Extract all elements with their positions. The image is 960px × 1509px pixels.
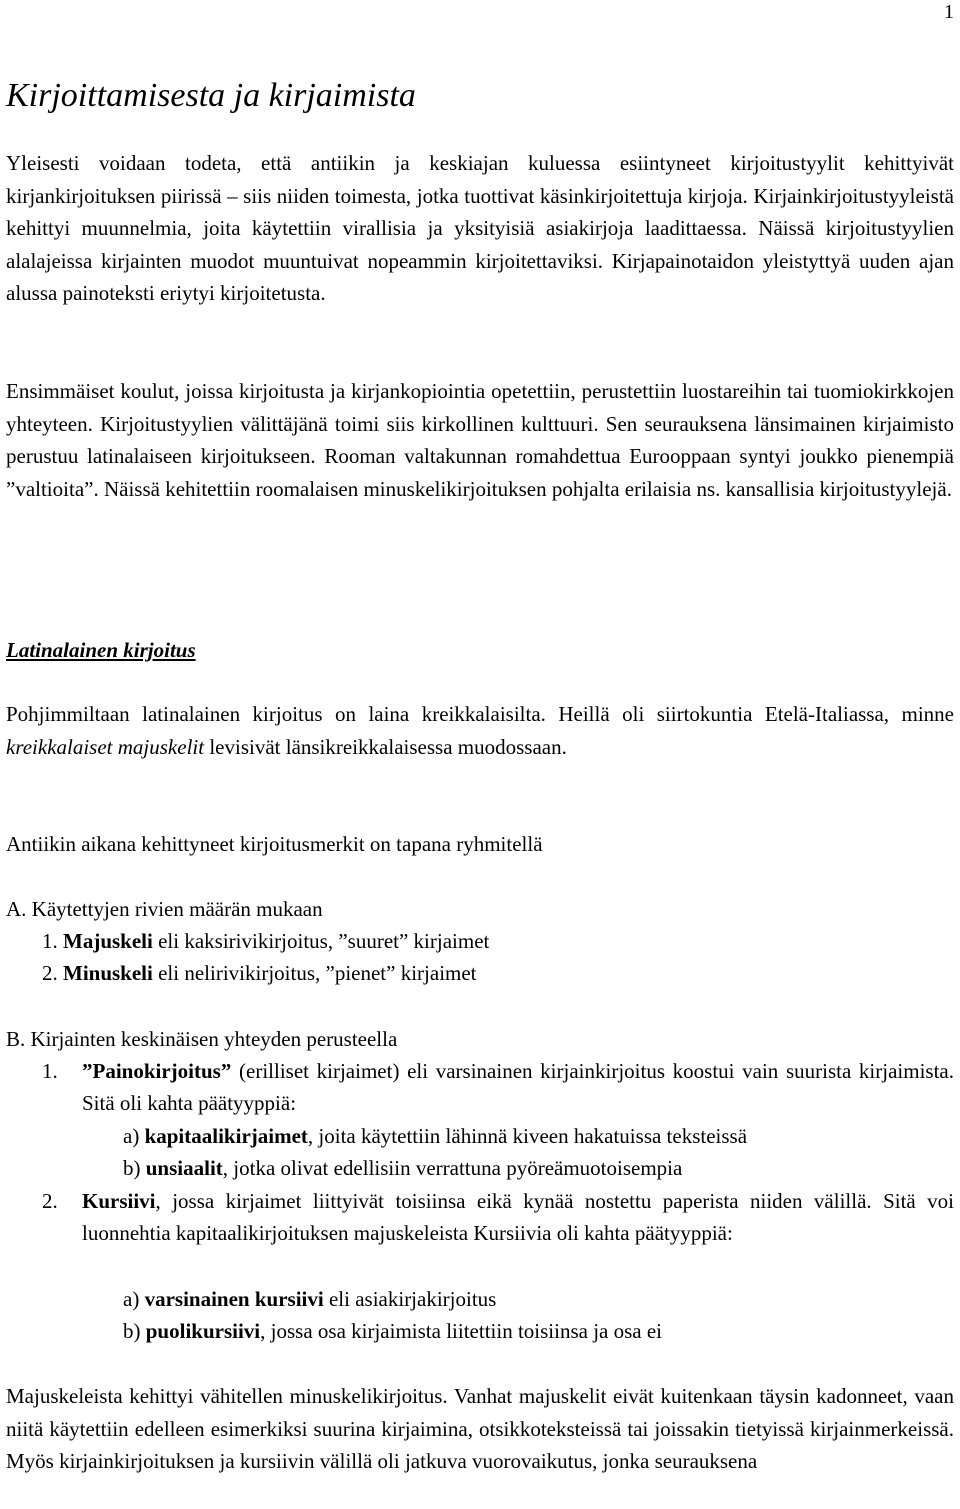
sub-list-item [123, 1152, 682, 1184]
list-item-term: ”Painokirjoitus” [82, 1059, 232, 1083]
sub-list-item-text: eli asiakirjakirjoitus [323, 1287, 497, 1311]
sub-list-item-term: puolikursiivi [145, 1319, 261, 1343]
list-item-text: eli nelirivikirjoitus, ”pienet” kirjaimet [152, 961, 477, 985]
list-item-number: 1. [42, 1059, 58, 1083]
sub-list-item-term: varsinainen kursiivi [144, 1287, 324, 1311]
sub-list-item-letter: b) [123, 1156, 141, 1180]
list-item [42, 957, 477, 989]
list-item-text: eli kaksirivikirjoitus, ”suuret” kirjaimet [152, 929, 490, 953]
list-item-term: Majuskeli [63, 929, 153, 953]
section-heading: Latinalainen kirjoitus [6, 638, 196, 662]
group-a-label: A. Käytettyjen rivien määrän mukaan [6, 897, 323, 921]
paragraph-3-text-a: Pohjimmiltaan latinalainen kirjoitus on laina kreikkalaisilta. Heillä oli siirtokuntia Etelä-Italiassa, minne [6, 702, 954, 726]
group-b-label: B. Kirjainten keskinäisen yhteyden perusteella [6, 1027, 398, 1051]
list-item-number: 1. [42, 929, 58, 953]
sub-list-item-letter: a) [123, 1287, 140, 1311]
paragraph-1-text: Yleisesti voidaan todeta, että antiikin ja keskiajan kuluessa esiintyneet kirjoitustyylit kehittyivät kirjankirjoituksen piirissä – siis niiden toimesta, jotka tuottivat käsinkirjoitettuja kirjoja. Kirjainkirjoitustyyleistä kehittyi muunnelmia, joita käytettiin virallisia ja yksityisiä asiakirjoja laadittaessa. Näissä kirjoitustyylien alalajeissa kirjainten muodot muuntuivat nopeammin kirjoitettaviksi. Kirjapainotaidon yleistyttyä uuden ajan alussa painoteksti eriytyi kirjoitetusta. [6, 151, 954, 305]
sub-list-item [123, 1283, 496, 1315]
paragraph-3-text-b: levisivät länsikreikkalaisessa muodossaan. [204, 734, 567, 759]
paragraph-3 [6, 698, 954, 763]
paragraph-5-text: Majuskeleista kehittyi vähitellen minuskelikirjoitus. Vanhat majuskelit eivät kuitenkaan täysin kadonneet, vaan niitä käytettiin edelleen esimerkiksi suurina kirjaimina, otsikkoteksteissä tai joissakin tietyissä kirjainmerkeissä. Myös kirjainkirjoituksen ja kursiivin välillä oli jatkuva vuorovaikutus, jonka seurauksena [6, 1384, 954, 1473]
list-item [82, 1055, 954, 1119]
sub-list-item-term: unsiaalit [145, 1156, 223, 1180]
list-item-term: Minuskeli [63, 961, 153, 985]
sub-list-item-text: , joita käytettiin lähinnä kiveen hakatuissa teksteissä [307, 1124, 748, 1148]
sub-list-item [123, 1315, 662, 1347]
page-number: 1 [944, 1, 954, 23]
sub-list-item [123, 1120, 747, 1152]
paragraph-2-text: Ensimmäiset koulut, joissa kirjoitusta ja kirjankopiointia opetettiin, perustettiin luostareihin tai tuomiokirkkojen yhteyteen. Kirjoitustyylien välittäjänä toimi siis kirkollinen kulttuuri. Sen seurauksena länsimainen kirjaimisto perustuu latinalaiseen kirjoitukseen. Rooman valtakunnan romahdettua Eurooppaan syntyi joukko pienempiä ”valtioita”. Näissä kehitettiin roomalaisen minuskelikirjoituksen pohjalta erilaisia ns. kansallisia kirjoitustyylejä. [6, 379, 954, 501]
sub-list-item-letter: b) [123, 1319, 141, 1343]
paragraph-4: Antiikin aikana kehittyneet kirjoitusmerkit on tapana ryhmitellä [6, 832, 543, 856]
paragraph-5 [6, 1380, 954, 1478]
page-title: Kirjoittamisesta ja kirjaimista [6, 77, 416, 114]
sub-list-item-text: , jossa osa kirjaimista liitettiin toisiinsa ja osa ei [260, 1319, 663, 1343]
paragraph-3-emphasis: kreikkalaiset majuskelit [6, 734, 205, 759]
paragraph-2 [6, 375, 954, 505]
list-item [42, 925, 489, 957]
sub-list-item-term: kapitaalikirjaimet [144, 1124, 308, 1148]
list-item [82, 1185, 954, 1249]
list-item-text: , jossa kirjaimet liittyivät toisiinsa eikä kynää nostettu paperista niiden välillä. Sitä voi luonnehtia kapitaalikirjoituksen majuskeleista Kursiivia oli kahta päätyyppiä: [82, 1189, 954, 1245]
list-item-number: 2. [42, 1189, 58, 1213]
list-item-term: Kursiivi [82, 1189, 156, 1213]
list-item-number: 2. [42, 961, 58, 985]
sub-list-item-text: , jotka olivat edellisiin verrattuna pyöreämuotoisempia [222, 1156, 683, 1180]
paragraph-1 [6, 147, 954, 310]
list-item-text: (erilliset kirjaimet) eli varsinainen kirjainkirjoitus koostui vain suurista kirjaimista. Sitä oli kahta päätyyppiä: [82, 1059, 954, 1115]
sub-list-item-letter: a) [123, 1124, 140, 1148]
